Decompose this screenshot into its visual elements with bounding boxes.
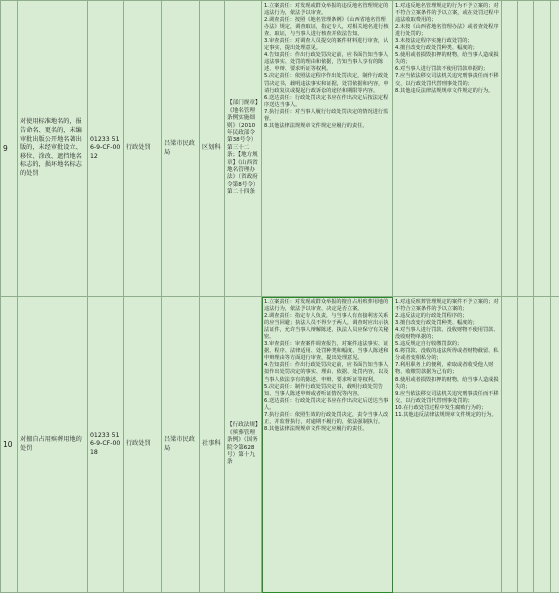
row-number[interactable]: 10	[1, 297, 18, 593]
item-code[interactable]: 01233 516-9-CF-0012	[88, 1, 124, 297]
empty-cell[interactable]	[502, 1, 518, 297]
responsibility-item: 8.其他法律法规规章文件规定应履行的责任。	[264, 426, 390, 433]
responsibility-item: 6.送达责任：行政处罚决定书应在作出决定后按法定程序送达当事人。	[264, 95, 390, 109]
item-name[interactable]: 对使用标准地名的，报告命名、更名的，未编审批出版公开地名著出版的，未经审批设立、移位、涂改、遮挡地名标志的，损坏地名标志的处罚	[18, 1, 88, 297]
accountability-item: 8.使用或者损毁扣押的财物，给当事人造成损失的；	[395, 377, 499, 391]
table-row	[1, 1, 559, 297]
department[interactable]: 吕梁市民政局	[162, 297, 200, 593]
empty-cell[interactable]	[518, 1, 534, 297]
responsibility-item: 7.执行责任：对当事人履行行政处罚决定的情况进行监督。	[264, 109, 390, 123]
responsibility-item: 4.告知责任：作出行政处罚决定前，应书面告知当事人拟作出处罚决定的事实、理由、依据、处罚内容，以及当事人依法享有的陈述、申辩、要求听证等权利。	[264, 362, 390, 383]
table-row	[1, 297, 559, 593]
accountability-item: 7.应当依法移交司法机关追究刑事责任而不移交，以行政处罚代替刑事处罚的；	[395, 73, 499, 87]
accountability-item: 7.利用职务上的便利，索取或者收受他人财物、收缴罚款据为己有的；	[395, 362, 499, 376]
accountability-item: 6.对当事人进行罚款不使用罚款单据的；	[395, 66, 499, 73]
accountability-item: 6.将罚款、没收的违法所得或者财物截留、私分或者变相私分的；	[395, 348, 499, 362]
item-code[interactable]: 01233 516-9-CF-0018	[88, 297, 124, 593]
responsibility-item: 4.告知责任：作出行政处罚决定前，应书面告知当事人违法事实、处罚的理由和依据，告知当事人享有的陈述、申辩、要求听证等权利。	[264, 52, 390, 73]
responsibility-item: 5.决定责任：制作行政处罚决定书，载明行政处罚告知、当事人陈述申辩或者听证情况等内容。	[264, 384, 390, 398]
empty-cell[interactable]	[518, 297, 534, 593]
department[interactable]: 吕梁市民政局	[162, 1, 200, 297]
responsibility-item: 1.立案责任：对发现或群众举报的违反地名管理规定的违法行为，依法予以审查。	[264, 3, 390, 17]
accountability-list[interactable]	[393, 1, 502, 297]
item-type[interactable]: 行政处罚	[124, 1, 162, 297]
responsibility-item: 2.调查责任：指定专人负责，与当事人有直接利害关系的应当回避；执法人员不得少于两人，调查时应出示执法证件，允许当事人辩解陈述，执法人员应保守有关秘密。	[264, 313, 390, 341]
office[interactable]: 区划科	[200, 1, 225, 297]
accountability-item: 5.违反规定自行收缴罚款的；	[395, 341, 499, 348]
accountability-item: 10.在行政处罚过程中发生腐败行为的；	[395, 405, 499, 412]
item-type[interactable]: 行政处罚	[124, 297, 162, 593]
accountability-item: 1.对违反地名管理规定的行为不予立案的；对不符合立案条件的予以立案，或在处罚过程中违法收取费用的；	[395, 3, 499, 24]
accountability-item: 2.未按《山西省地名管理办法》或者查处程序进行处罚的；	[395, 24, 499, 38]
responsibility-item: 5.决定责任：依照法定程序作出处罚决定，制作行政处罚决定书，载明违法事实和证据，处罚依据和内容，申请行政复议或提起行政诉讼的途径和期限等内容。	[264, 73, 390, 94]
accountability-item: 4.对当事人进行罚款、没收财物不使用罚款、没收财物单据的；	[395, 327, 499, 341]
responsibility-item: 1.立案责任：对发现或群众举报的擅自占用殡葬用地的违法行为，依法予以审查，决定是否立案。	[264, 299, 390, 313]
accountability-item: 5.使用或者损毁扣押的财物，给当事人造成损失的；	[395, 52, 499, 66]
accountability-item: 3.未按法定程序实施行政处罚的；	[395, 38, 499, 45]
accountability-item: 9.应当依法移交司法机关追究刑事责任而不移交，以行政处罚代替刑事处罚的；	[395, 391, 499, 405]
responsibility-item: 3.审查责任：对调查人员提交的案件材料进行审查，认定事实，提出处理意见。	[264, 38, 390, 52]
accountability-item: 3.擅自改变行政处罚种类、幅度的；	[395, 320, 499, 327]
empty-cell[interactable]	[551, 297, 559, 593]
legal-basis[interactable]: 【部门规章】《地名管理条例实施细则》（2010年民政部令第38号令）第三十二条；【地方规章】《山西省地名管理办法》（省政府令第8号令）第二十四条	[225, 1, 262, 297]
accountability-item: 8.其他违反法律法规规章文件规定的行为。	[395, 88, 499, 95]
accountability-item: 11.其他违反法律法规规章文件规定的行为。	[395, 412, 499, 419]
empty-cell[interactable]	[534, 1, 551, 297]
legal-basis[interactable]: 【行政法规】《殡葬管理条例》（国务院令第628号）第十九条	[225, 297, 262, 593]
responsibility-list[interactable]	[262, 1, 393, 297]
responsibility-item: 6.送达责任：行政处罚决定书应在作出决定后送达当事人。	[264, 398, 390, 412]
responsibility-list[interactable]	[262, 297, 393, 593]
empty-cell[interactable]	[534, 297, 551, 593]
accountability-item: 2.违反法定的行政处罚程序的；	[395, 313, 499, 320]
empty-cell[interactable]	[551, 1, 559, 297]
responsibility-item: 2.调查责任：按照《地名管理条例》《山西省地名管理办法》规定，调查取证，指定专人，对相关地名进行核查、取证，与当事人进行核查并依法告知。	[264, 17, 390, 38]
item-name[interactable]: 对擅自占用殡葬用地的处罚	[18, 297, 88, 593]
empty-cell[interactable]	[502, 297, 518, 593]
office[interactable]: 社事科	[200, 297, 225, 593]
row-number[interactable]: 9	[1, 1, 18, 297]
accountability-list[interactable]	[393, 297, 502, 593]
responsibility-item: 8.其他法律法规规章文件规定应履行的责任。	[264, 123, 390, 130]
responsibility-item: 7.执行责任：依照生效的行政处罚决定，责令当事人改正，并监督执行，对逾期不履行的，依法强制执行。	[264, 412, 390, 426]
accountability-item: 4.擅自改变行政处罚种类、幅度的；	[395, 45, 499, 52]
accountability-item: 1.对违反殡葬管理规定的案件不予立案的；对不符合立案条件的予以立案的；	[395, 299, 499, 313]
responsibility-item: 3.审查责任：审查案件调查报告，对案件违法事实、证据、程序、法律适用、处罚种类和幅度、当事人陈述和申辩理由等方面进行审查，提出处理意见。	[264, 341, 390, 362]
